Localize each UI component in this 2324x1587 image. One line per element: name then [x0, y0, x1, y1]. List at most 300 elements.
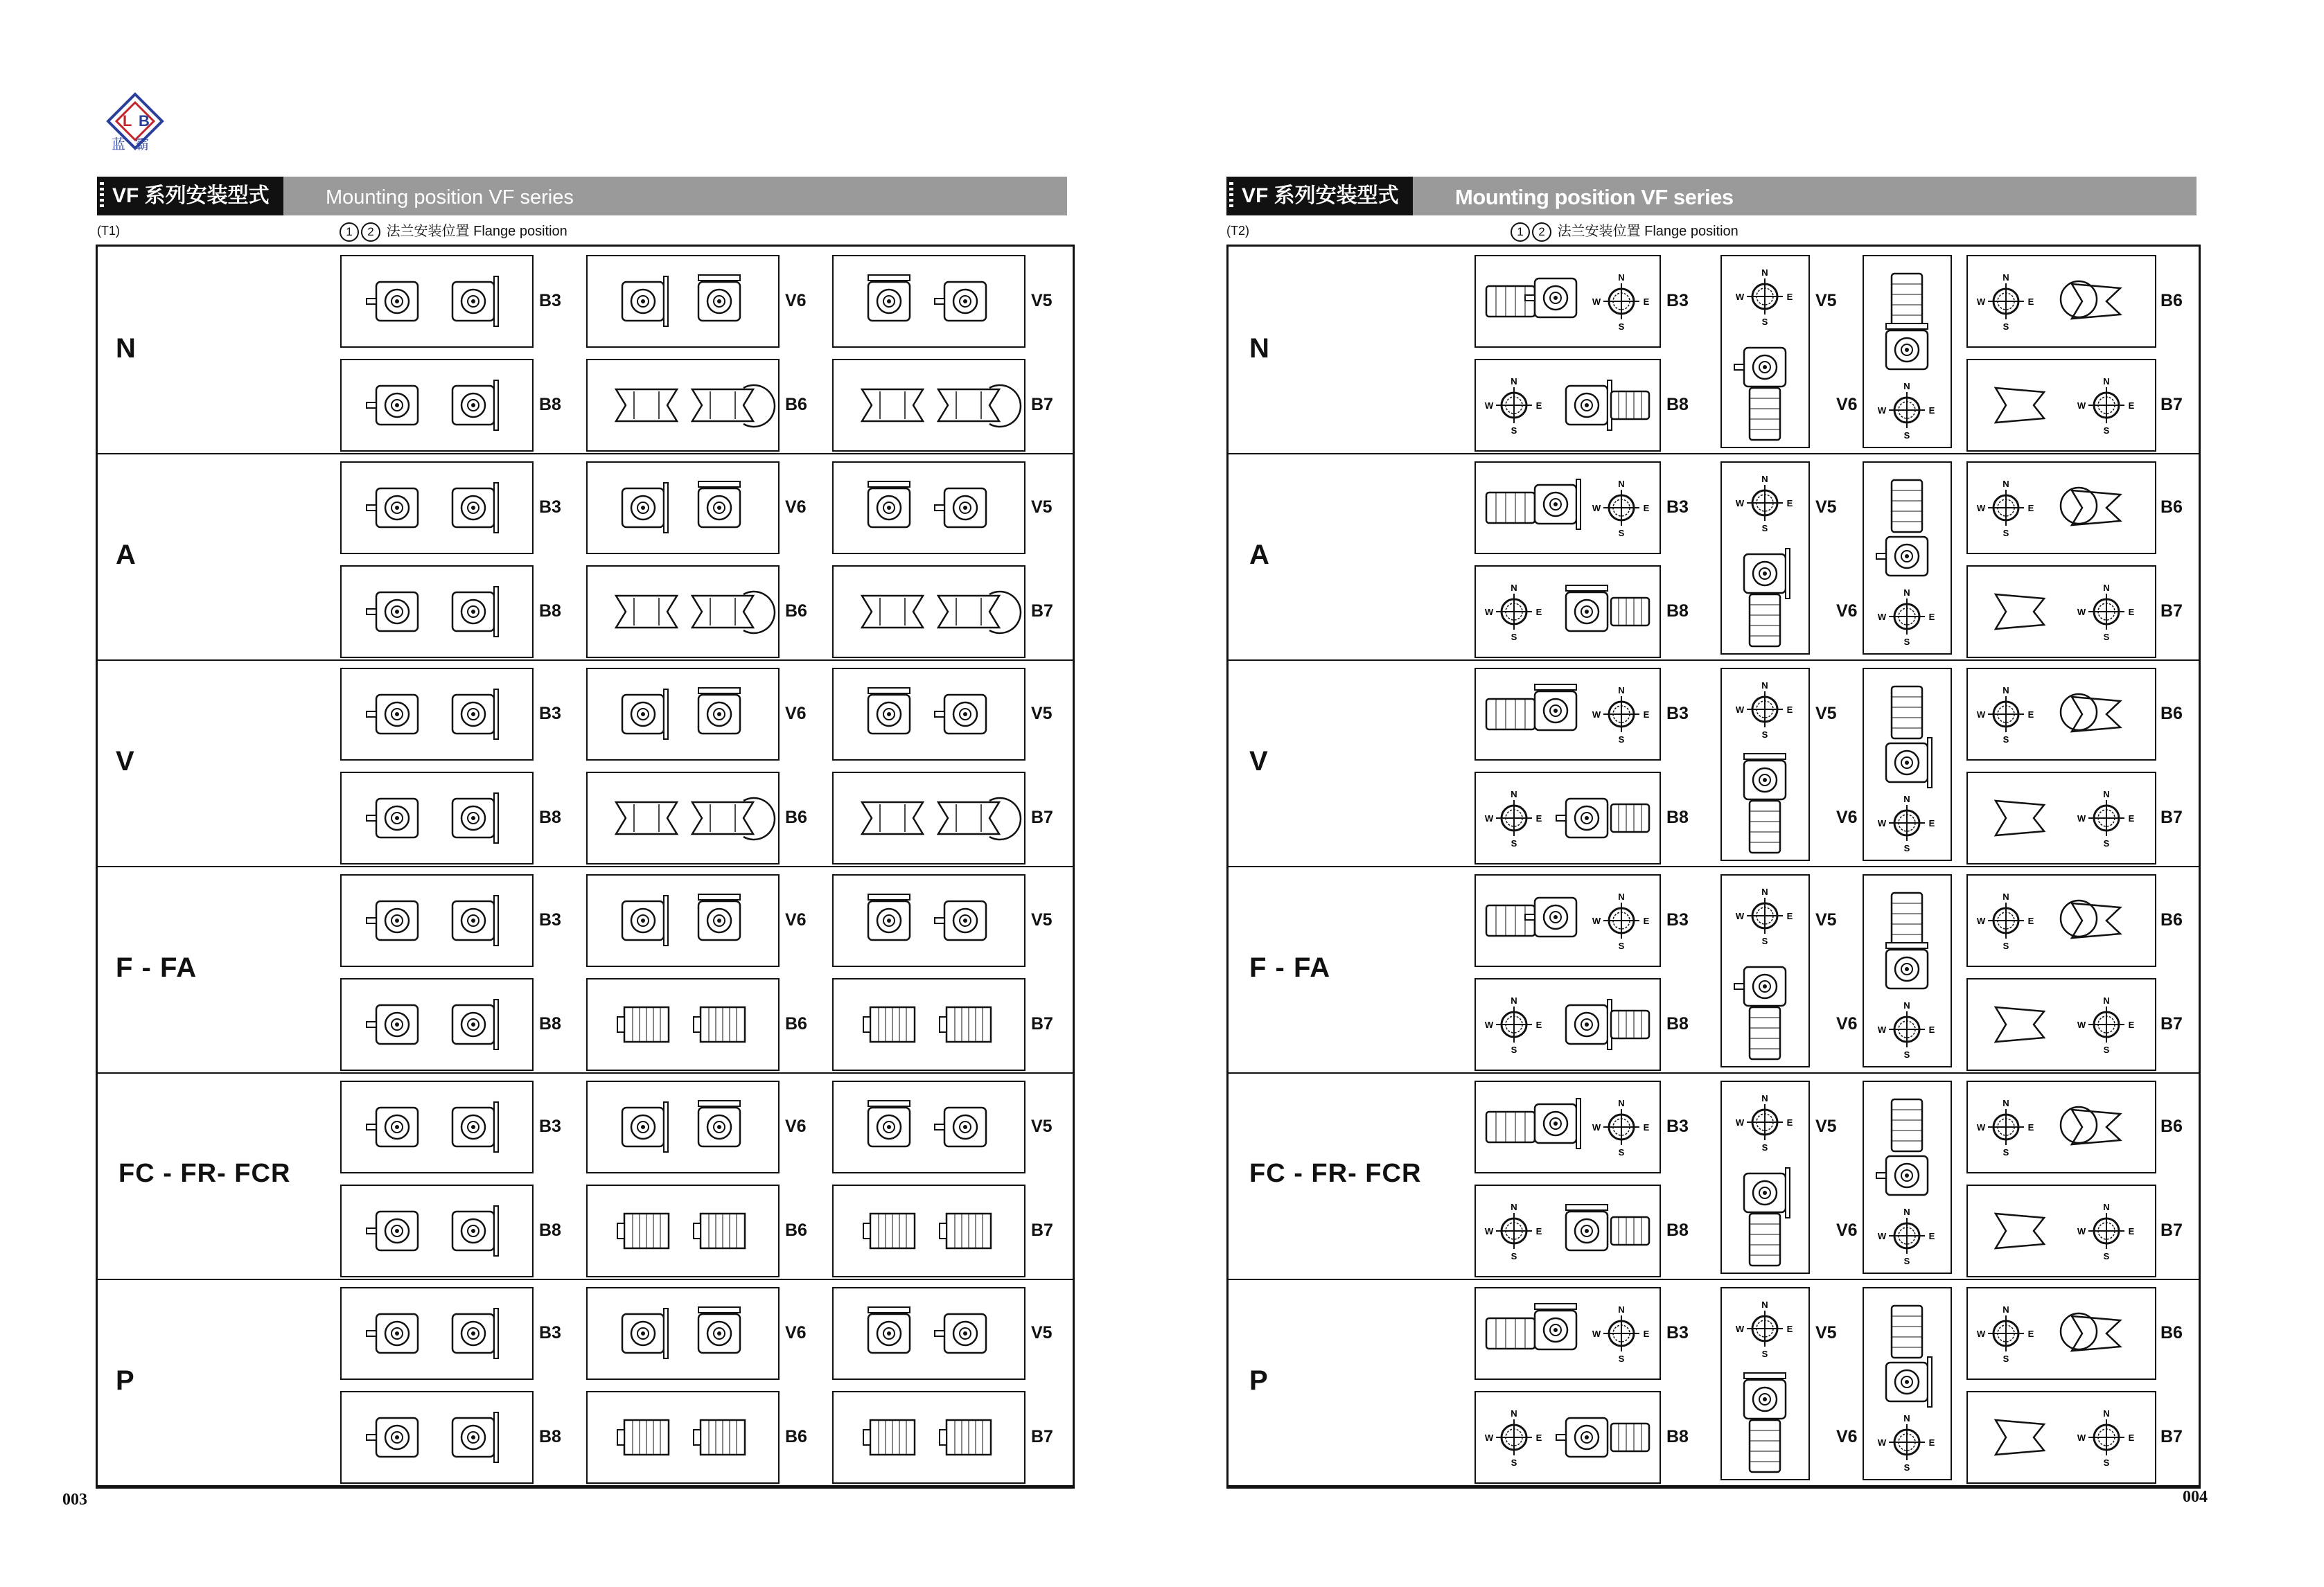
svg-text:E: E — [1786, 704, 1793, 715]
position-label-v6: V6 — [785, 704, 807, 723]
title-english: Mounting position VF series — [1455, 185, 1734, 209]
mounting-figure-b3 — [1474, 1287, 1661, 1380]
mounting-diagram — [1476, 1082, 1660, 1172]
svg-text:S: S — [1761, 523, 1768, 533]
mounting-diagram — [1968, 669, 2155, 759]
svg-text:E: E — [1643, 709, 1650, 720]
mounting-diagram — [1722, 876, 1808, 1066]
position-label-b3: B3 — [1666, 1323, 1689, 1342]
mounting-figure-v5 — [1720, 461, 1810, 655]
svg-text:S: S — [1511, 1457, 1517, 1468]
mounting-figure-b7 — [1966, 1185, 2156, 1277]
svg-text:E: E — [2027, 503, 2034, 513]
position-label-b3: B3 — [1666, 291, 1689, 310]
svg-text:N: N — [2002, 272, 2009, 283]
svg-text:N: N — [1511, 789, 1517, 799]
position-label-b7: B7 — [1031, 808, 1053, 827]
svg-text:N: N — [2103, 995, 2110, 1006]
mounting-diagram — [1476, 669, 1660, 759]
position-label-b3: B3 — [539, 910, 561, 930]
mounting-figure-b6 — [1966, 255, 2156, 348]
svg-text:W: W — [2077, 1226, 2086, 1236]
position-label-v6: V6 — [785, 291, 807, 310]
svg-text:E: E — [1643, 1122, 1650, 1133]
position-label-b8: B8 — [1666, 1014, 1689, 1034]
position-label-b7: B7 — [1031, 1221, 1053, 1240]
mounting-diagram — [1476, 256, 1660, 346]
mounting-figure-b3 — [1474, 1081, 1661, 1173]
mounting-diagram — [834, 256, 1024, 346]
title-english: Mounting position VF series — [326, 186, 574, 209]
position-label-b3: B3 — [539, 704, 561, 723]
mounting-diagram — [588, 256, 778, 346]
mounting-figure-b3 — [340, 668, 534, 761]
position-label-v5: V5 — [1815, 704, 1837, 723]
mounting-diagram — [342, 463, 532, 553]
mounting-figure-b7 — [1966, 1391, 2156, 1484]
subtitle-row — [1226, 215, 2197, 240]
position-label-b8: B8 — [1666, 601, 1689, 621]
mounting-figure-b8 — [1474, 772, 1661, 865]
svg-text:W: W — [2077, 1433, 2086, 1443]
svg-text:S: S — [2002, 734, 2009, 745]
svg-text:E: E — [1535, 1433, 1542, 1443]
position-label-v5: V5 — [1815, 910, 1837, 930]
flange-legend-text: 法兰安装位置 Flange position — [386, 224, 567, 239]
svg-text:S: S — [1761, 317, 1768, 327]
title-chinese: VF 系列安装型式 — [1226, 177, 1413, 215]
flange-legend-text: 法兰安装位置 Flange position — [1557, 224, 1738, 239]
svg-text:E: E — [1928, 1025, 1935, 1035]
svg-text:E: E — [2128, 1433, 2135, 1443]
svg-text:W: W — [1735, 1117, 1745, 1128]
mounting-diagram — [342, 773, 532, 863]
row-label: FC - FR- FCR — [118, 1159, 291, 1188]
position-label-v6: V6 — [1836, 395, 1858, 414]
mounting-figure-b3 — [340, 874, 534, 967]
page-number: 003 — [62, 1491, 87, 1509]
svg-text:N: N — [2103, 1202, 2110, 1212]
row-label: F - FA — [116, 952, 197, 983]
position-label-b8: B8 — [539, 808, 561, 827]
svg-text:E: E — [1928, 1231, 1935, 1241]
svg-text:N: N — [2103, 1408, 2110, 1419]
svg-text:N: N — [1903, 794, 1910, 804]
svg-text:E: E — [1786, 1117, 1793, 1128]
mounting-figure-b6 — [586, 772, 780, 865]
position-label-b8: B8 — [1666, 1427, 1689, 1446]
position-label-b7: B7 — [2160, 808, 2183, 827]
mounting-diagram — [834, 773, 1024, 863]
svg-text:S: S — [2103, 632, 2110, 642]
mounting-figure-b6 — [1966, 1081, 2156, 1173]
svg-text:N: N — [2002, 892, 2009, 902]
svg-text:S: S — [1903, 1256, 1910, 1266]
flange-legend — [340, 220, 567, 242]
mounting-figure-v6 — [586, 1287, 780, 1380]
svg-text:E: E — [1643, 916, 1650, 926]
mounting-diagram — [588, 567, 778, 657]
mounting-diagram — [1864, 256, 1951, 447]
mounting-figure-b6 — [586, 565, 780, 658]
row-label: V — [1249, 746, 1269, 777]
row-label: A — [116, 540, 137, 570]
mounting-figure-v5 — [832, 461, 1025, 554]
mounting-figure-b6 — [586, 1391, 780, 1484]
mounting-diagram — [1476, 567, 1660, 657]
mounting-diagram — [588, 360, 778, 450]
position-label-b3: B3 — [539, 1323, 561, 1342]
mounting-figure-v5 — [832, 668, 1025, 761]
flange-number-1: 1 — [340, 222, 359, 242]
svg-text:E: E — [2128, 607, 2135, 617]
mounting-diagram — [834, 1082, 1024, 1172]
svg-text:E: E — [2128, 1226, 2135, 1236]
position-label-b8: B8 — [539, 601, 561, 621]
mounting-diagram — [1476, 773, 1660, 863]
position-label-v6: V6 — [785, 497, 807, 517]
svg-text:S: S — [1618, 528, 1625, 538]
mounting-diagram — [588, 979, 778, 1070]
svg-text:E: E — [1535, 813, 1542, 824]
mounting-figure-b3 — [340, 1287, 534, 1380]
mounting-figure-v5 — [1720, 668, 1810, 861]
mounting-diagram — [834, 463, 1024, 553]
mounting-figure-b3 — [1474, 874, 1661, 967]
mounting-figure-b6 — [586, 978, 780, 1071]
mounting-diagram — [588, 1186, 778, 1276]
position-label-v6: V6 — [1836, 808, 1858, 827]
position-label-b6: B6 — [2160, 704, 2183, 723]
svg-text:W: W — [1592, 1122, 1601, 1133]
mounting-figure-b7 — [832, 565, 1025, 658]
svg-text:W: W — [1976, 709, 1986, 720]
svg-text:E: E — [1786, 292, 1793, 302]
svg-text:E: E — [2027, 1329, 2034, 1339]
svg-text:W: W — [1877, 1231, 1887, 1241]
svg-text:N: N — [1761, 267, 1768, 278]
svg-text:S: S — [1903, 637, 1910, 647]
mounting-diagram — [1968, 1186, 2155, 1276]
mounting-diagram — [834, 567, 1024, 657]
mounting-diagram — [834, 1186, 1024, 1276]
svg-text:W: W — [2077, 607, 2086, 617]
position-label-v5: V5 — [1815, 291, 1837, 310]
flange-legend — [1511, 220, 1738, 242]
title-chinese: VF 系列安装型式 — [97, 177, 283, 215]
mounting-diagram — [1968, 773, 2155, 863]
svg-text:S: S — [1511, 1251, 1517, 1261]
svg-text:E: E — [1535, 607, 1542, 617]
position-label-b7: B7 — [2160, 395, 2183, 414]
mounting-figure-b8 — [340, 772, 534, 865]
svg-text:N: N — [1903, 1413, 1910, 1424]
mounting-diagram — [1476, 876, 1660, 966]
svg-text:E: E — [2128, 400, 2135, 411]
position-label-v5: V5 — [1815, 1117, 1837, 1136]
svg-text:S: S — [1618, 734, 1625, 745]
mounting-diagram — [1476, 360, 1660, 450]
mounting-figure-b3 — [340, 1081, 534, 1173]
svg-text:N: N — [2002, 1098, 2009, 1108]
svg-text:W: W — [1877, 1025, 1887, 1035]
svg-text:W: W — [2077, 813, 2086, 824]
brand-subtitle: 蓝霸 — [112, 137, 159, 152]
svg-text:W: W — [1877, 612, 1887, 622]
svg-text:S: S — [1761, 1142, 1768, 1153]
mounting-diagram — [1968, 979, 2155, 1070]
svg-text:N: N — [1903, 587, 1910, 598]
svg-text:S: S — [1903, 430, 1910, 441]
svg-text:S: S — [2103, 1251, 2110, 1261]
position-label-b8: B8 — [539, 1221, 561, 1240]
position-label-b6: B6 — [2160, 1323, 2183, 1342]
svg-text:S: S — [1761, 729, 1768, 740]
mounting-figure-b3 — [340, 255, 534, 348]
mounting-diagram — [1968, 256, 2155, 346]
svg-text:W: W — [1484, 400, 1494, 411]
mounting-diagram — [1476, 1392, 1660, 1482]
position-label-b8: B8 — [539, 1014, 561, 1034]
svg-text:N: N — [1618, 272, 1625, 283]
svg-text:N: N — [2002, 685, 2009, 695]
svg-text:W: W — [1976, 1329, 1986, 1339]
mounting-figure-v5 — [1720, 874, 1810, 1067]
mounting-figure-v6 — [1863, 874, 1952, 1067]
svg-text:E: E — [2128, 1020, 2135, 1030]
position-label-b8: B8 — [1666, 395, 1689, 414]
mounting-figure-v6 — [1863, 668, 1952, 861]
mounting-diagram — [342, 669, 532, 759]
mounting-diagram — [1968, 1082, 2155, 1172]
svg-text:E: E — [1928, 818, 1935, 828]
row-label: P — [1249, 1365, 1269, 1396]
svg-text:E: E — [1928, 1437, 1935, 1448]
mounting-figure-v6 — [586, 668, 780, 761]
svg-text:L: L — [123, 112, 132, 130]
mounting-diagram — [1968, 876, 2155, 966]
position-label-b6: B6 — [785, 1221, 807, 1240]
table-id: (T2) — [1226, 224, 1249, 238]
svg-text:W: W — [1877, 405, 1887, 416]
mounting-figure-b8 — [340, 1391, 534, 1484]
svg-text:E: E — [1786, 498, 1793, 508]
svg-text:N: N — [2103, 376, 2110, 387]
mounting-figure-b8 — [340, 565, 534, 658]
position-label-b3: B3 — [1666, 1117, 1689, 1136]
mounting-diagram — [834, 1288, 1024, 1378]
row-label: N — [116, 333, 137, 364]
mounting-diagram — [1476, 979, 1660, 1070]
svg-text:E: E — [1786, 911, 1793, 921]
svg-text:E: E — [1928, 405, 1935, 416]
title-bar — [97, 177, 1067, 215]
subtitle-row — [97, 215, 1067, 240]
svg-text:S: S — [1761, 1349, 1768, 1359]
position-label-b3: B3 — [539, 497, 561, 517]
svg-text:W: W — [1484, 813, 1494, 824]
mounting-figure-b3 — [1474, 461, 1661, 554]
svg-text:E: E — [1535, 400, 1542, 411]
row-label: N — [1249, 333, 1270, 364]
mounting-diagram — [1864, 1082, 1951, 1273]
mounting-figure-b7 — [832, 359, 1025, 452]
position-label-b7: B7 — [2160, 1427, 2183, 1446]
svg-text:N: N — [1903, 381, 1910, 391]
mounting-diagram — [342, 1186, 532, 1276]
svg-text:W: W — [2077, 1020, 2086, 1030]
position-label-v5: V5 — [1031, 704, 1053, 723]
mounting-diagram — [1864, 669, 1951, 860]
position-label-v6: V6 — [785, 1117, 807, 1136]
svg-text:N: N — [1761, 474, 1768, 484]
svg-text:E: E — [1643, 503, 1650, 513]
svg-text:W: W — [1735, 292, 1745, 302]
svg-text:W: W — [1976, 916, 1986, 926]
mounting-figure-b8 — [340, 359, 534, 452]
mounting-diagram — [588, 463, 778, 553]
mounting-diagram — [834, 669, 1024, 759]
svg-text:N: N — [2103, 789, 2110, 799]
mounting-diagram — [342, 1392, 532, 1482]
flange-number-2: 2 — [361, 222, 380, 242]
position-label-b3: B3 — [1666, 910, 1689, 930]
position-label-b6: B6 — [2160, 910, 2183, 930]
mounting-figure-b8 — [1474, 359, 1661, 452]
svg-text:N: N — [1511, 1202, 1517, 1212]
position-label-b8: B8 — [539, 395, 561, 414]
flange-number-2: 2 — [1532, 222, 1551, 242]
position-label-b6: B6 — [785, 1427, 807, 1446]
mounting-diagram — [342, 1288, 532, 1378]
position-label-b6: B6 — [2160, 497, 2183, 517]
mounting-figure-b8 — [1474, 565, 1661, 658]
position-label-v6: V6 — [785, 910, 807, 930]
mounting-figure-b8 — [1474, 1391, 1661, 1484]
mounting-diagram — [588, 773, 778, 863]
mounting-figure-v6 — [586, 255, 780, 348]
svg-text:W: W — [1735, 498, 1745, 508]
position-label-b8: B8 — [539, 1427, 561, 1446]
position-label-b8: B8 — [1666, 1221, 1689, 1240]
position-label-v6: V6 — [1836, 1427, 1858, 1446]
mounting-figure-v6 — [1863, 1081, 1952, 1274]
mounting-diagram — [1864, 876, 1951, 1066]
mounting-diagram — [1968, 567, 2155, 657]
mounting-figure-v6 — [586, 1081, 780, 1173]
position-label-v6: V6 — [785, 1323, 807, 1342]
svg-text:N: N — [1618, 685, 1625, 695]
mounting-figure-b8 — [340, 978, 534, 1071]
svg-text:W: W — [1976, 1122, 1986, 1133]
mounting-figure-b6 — [586, 359, 780, 452]
mounting-diagram — [588, 1082, 778, 1172]
mounting-figure-b7 — [1966, 565, 2156, 658]
mounting-diagram — [342, 360, 532, 450]
svg-text:W: W — [1484, 1433, 1494, 1443]
mounting-diagram — [1722, 1288, 1808, 1479]
title-bar — [1226, 177, 2197, 215]
mounting-diagram — [1968, 1288, 2155, 1378]
mounting-table — [96, 245, 1075, 1489]
mounting-figure-v6 — [586, 461, 780, 554]
svg-text:S: S — [2002, 528, 2009, 538]
svg-text:N: N — [1618, 1098, 1625, 1108]
mounting-figure-b6 — [1966, 668, 2156, 761]
mounting-figure-v6 — [1863, 255, 1952, 448]
svg-text:N: N — [2002, 1304, 2009, 1315]
svg-text:S: S — [1511, 1045, 1517, 1055]
svg-text:S: S — [1618, 1354, 1625, 1364]
mounting-diagram — [588, 1392, 778, 1482]
svg-text:N: N — [1618, 892, 1625, 902]
mounting-diagram — [342, 979, 532, 1070]
mounting-figure-v5 — [1720, 255, 1810, 448]
svg-text:N: N — [1511, 995, 1517, 1006]
position-label-v5: V5 — [1031, 1117, 1053, 1136]
mounting-diagram — [834, 876, 1024, 966]
position-label-v5: V5 — [1815, 497, 1837, 517]
position-label-b3: B3 — [539, 291, 561, 310]
mounting-figure-v6 — [1863, 1287, 1952, 1480]
svg-text:S: S — [1903, 1049, 1910, 1060]
mounting-figure-b3 — [340, 461, 534, 554]
position-label-b3: B3 — [1666, 497, 1689, 517]
mounting-figure-v5 — [1720, 1287, 1810, 1480]
svg-text:W: W — [1592, 916, 1601, 926]
svg-text:S: S — [2002, 941, 2009, 951]
position-label-b6: B6 — [2160, 291, 2183, 310]
mounting-diagram — [1476, 463, 1660, 553]
mounting-diagram — [1722, 669, 1808, 860]
svg-text:E: E — [2128, 813, 2135, 824]
svg-text:W: W — [1976, 296, 1986, 307]
position-label-b7: B7 — [1031, 1427, 1053, 1446]
mounting-diagram — [834, 979, 1024, 1070]
svg-text:N: N — [1511, 376, 1517, 387]
svg-text:N: N — [1903, 1207, 1910, 1217]
mounting-diagram — [588, 669, 778, 759]
mounting-figure-v5 — [1720, 1081, 1810, 1274]
svg-text:S: S — [1618, 321, 1625, 332]
mounting-diagram — [1722, 1082, 1808, 1273]
svg-text:W: W — [1877, 818, 1887, 828]
position-label-v5: V5 — [1031, 910, 1053, 930]
table-id: (T1) — [97, 224, 120, 238]
position-label-v5: V5 — [1031, 1323, 1053, 1342]
svg-text:E: E — [1643, 1329, 1650, 1339]
row-label: V — [116, 746, 135, 777]
svg-text:S: S — [2002, 1147, 2009, 1158]
svg-text:E: E — [2027, 709, 2034, 720]
mounting-diagram — [588, 1288, 778, 1378]
svg-text:W: W — [1976, 503, 1986, 513]
mounting-diagram — [834, 360, 1024, 450]
svg-text:S: S — [2103, 838, 2110, 849]
svg-text:W: W — [1484, 1226, 1494, 1236]
svg-text:S: S — [1761, 936, 1768, 946]
mounting-figure-b8 — [340, 1185, 534, 1277]
position-label-b7: B7 — [1031, 601, 1053, 621]
mounting-diagram — [1864, 1288, 1951, 1479]
svg-text:N: N — [1761, 1300, 1768, 1310]
mounting-figure-v5 — [832, 1287, 1025, 1380]
svg-text:E: E — [1535, 1226, 1542, 1236]
mounting-figure-b8 — [1474, 1185, 1661, 1277]
position-label-b7: B7 — [2160, 1221, 2183, 1240]
svg-text:N: N — [1903, 1000, 1910, 1011]
svg-text:W: W — [1877, 1437, 1887, 1448]
